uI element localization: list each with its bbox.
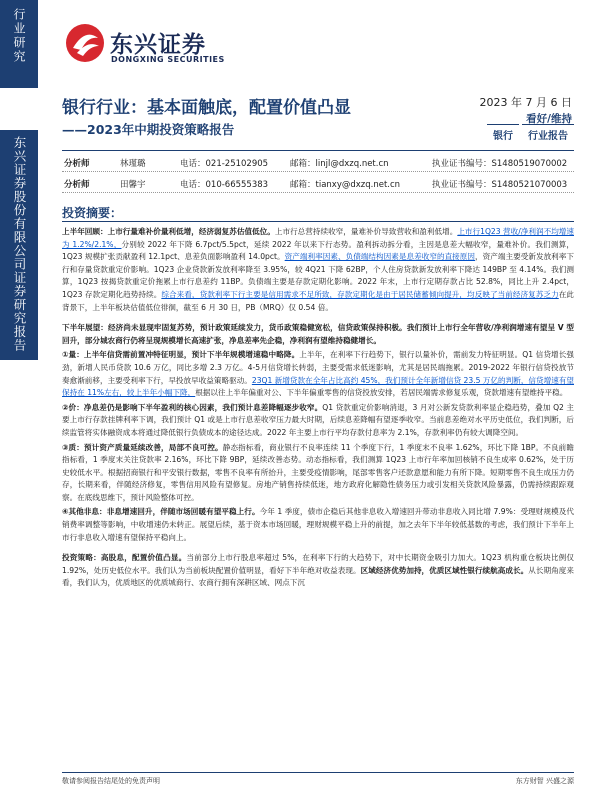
review-text-d: 在此背景下，上半年板块估值低位徘徊，截至 6 月 30 日，PB（MRQ）仅 0.54 倍。	[62, 289, 575, 312]
tag-industry: 银行	[487, 124, 519, 144]
abstract-heading: 投资摘要：	[62, 206, 123, 220]
outlook-lead: 下半年展望：经济尚未显现牢固复苏势，预计政策延续发力，货币政策稳健宽松，信贷政策保持积极。我们预计上市行全年营收/净利润增速有望呈 V 型回升，部分城农商行仍将呈现规模增长高速扩张，净息差率先企稳，净利润有望维持稳健增长。	[62, 323, 574, 345]
sidebar-company-label	[0, 130, 38, 360]
report-rating: 看好/维持	[526, 113, 572, 125]
analyst-name: 林瑾璐	[120, 159, 146, 169]
paragraph-price	[62, 402, 574, 440]
sidebar-top-text: 行业研究	[12, 8, 26, 64]
analyst-email[interactable]: 邮箱：tianxy@dxzq.net.cn	[290, 180, 401, 190]
report-date: 2023 年 7 月 6 日	[479, 96, 572, 109]
report-tags	[487, 124, 574, 144]
review-highlight-1: 上市行1Q23 营收/净利润不均增速为 1.2%/2.1%，	[62, 227, 574, 249]
logo-text-cn: 东兴证券	[110, 32, 206, 58]
abstract-body	[62, 226, 574, 598]
abstract-divider	[62, 221, 574, 222]
footer-disclaimer: 敬请参阅报告结尾处的免责声明	[62, 777, 160, 785]
logo-emblem-icon	[64, 22, 106, 64]
report-title: 银行行业：基本面触底，配置价值凸显	[62, 98, 351, 118]
analyst-row	[62, 150, 574, 172]
paragraph-volume	[62, 349, 574, 399]
price-text: Q1 贷款重定价影响消退，3 月对公新发贷款利率显企稳趋势，叠加 Q2 主要上市行存款挂牌利率下调，我们预计 Q1 或是上市行息差收窄压力最大时期，后续息差降幅有望逐季收窄。当前息差绝对水平历史低位，我们判断，后续监管将实体融资成本将通过降低银行负债成本的途径达成。2022 年主要上市行平均存款付息率为 2.1%，存款利率仍有较大调降空间。	[62, 402, 574, 437]
sidebar	[0, 0, 38, 800]
analyst-email[interactable]: 邮箱：linjl@dxzq.net.cn	[290, 159, 389, 169]
review-lead: 上半年回顾：上市行量难补价量利低增，经济弱复苏估值低位。	[62, 227, 275, 236]
analyst-label: 分析师	[64, 159, 90, 169]
analyst-cert: 执业证书编号：S1480519070002	[432, 159, 568, 169]
strategy-text-a: 当前部分上市行股息率超过 5%，在利率下行的大趋势下，对中长期资金吸引力加大。1Q23 机构重仓板块比例仅 1.92%，处历史低位水平。我们认为当前板块配置价值明显，看好下半年绝对收益表现。	[62, 553, 574, 575]
strategy-sub-lead: 区域经济优势加持，优质区域性银行续航高成长。	[360, 565, 529, 575]
analyst-row	[62, 172, 574, 193]
paragraph-outlook	[62, 322, 574, 347]
footer-divider	[62, 772, 574, 773]
review-highlight-3: 综合来看，贷款利率下行主要是信用需求不足所致，存款定期化是由于居民储蓄倾向提升，均反映了当前经济复苏乏力	[161, 289, 559, 299]
volume-highlight: 23Q1 新增贷款在全年占比高约 45%，我们预计全年新增信贷 23.5 万亿的判断，信贷增速有望保持在 11%左右，较上半年小幅下降，	[62, 375, 574, 398]
noninterest-head: ④其他非息：非息增速回升，伴随市场回暖有望平稳上行。	[62, 507, 260, 517]
analyst-table	[62, 150, 574, 193]
analyst-phone: 电话：021-25102905	[180, 159, 269, 169]
quality-head: ③质：预计资产质量延续改善，局部不良可控。	[62, 442, 223, 452]
analyst-phone: 电话：010-66555383	[180, 180, 269, 190]
report-subtitle: ——2023年中期投资策略报告	[62, 122, 235, 137]
volume-text-a: 上半年，在利率下行趋势下，银行以量补价，需前发力特征明显。Q1 信贷增长强劲，新增人民币贷款 10.6 万亿，同比多增 2.3 万亿。4-5月信贷增长转弱，主要受需求低迷影响，尤其是居民端拖累。2019-2022 年银行信贷投放节奏愈渐前移，主要受利率下行，早投放早收益策略驱动。	[62, 350, 574, 385]
quality-text: 静态指标看，商业银行不良率连续 11 个季度下行，1 季度末不良率 1.62%，环比下降 1BP。不良前瞻指标看，1 季度末关注贷款率 2.16%，环比下降 9BP，延续改善态势。动态指标看，我们测算 1Q23 上市行年率加回核销不良生成率 0.62%，处于历史较低水平。根据招商银行和平安银行数据，零售不良率有所抬升，主要受疫情影响，尾部零售客户还款意愿和能力有所下降。短期零售不良生成压力仍存，长期来看，伴随经济修复，零售信用风险有望修复。房地产销售持续低迷，地方政府化解隐性债务压力或引发相关贷款风险暴露，仍需持续跟踪观察。在底线思维下，预计风险整体可控。	[62, 442, 574, 502]
paragraph-review	[62, 226, 574, 314]
paragraph-noninterest	[62, 506, 574, 544]
volume-text-b: 根据以往上半年偏重对公、下半年偏重零售的信贷投放安排，若居民端需求修复乐观，贷款增速有望维持平稳。	[195, 388, 568, 398]
strategy-text-c: 从长期角度来看，我们认为，优质地区的优质城商行、农商行拥有深耕区域、网点下沉	[62, 565, 575, 588]
review-highlight-2: 资产端利率因素、负债端结构因素是息差收窄的直接原因	[284, 252, 476, 262]
review-text-c: ，资产端主要受新发放利率下行和存量贷款重定价影响。1Q23 企业贷款新发放利率降至 3.95%，较 4Q21 下降 62BP，个人住房贷款新发放利率下降达 149BP 至 4.14%。我们测算，1Q23 按揭贷款重定价拖累上市行息差约 11BP。负债端主要是存款定期化影响。2022 年末，上市行定期存款占比 52.8%，同比上升 2.4pct，1Q23 存款定期化趋势持续。	[62, 252, 575, 299]
logo-text-en: DONGXING SECURITIES	[111, 55, 225, 64]
tag-report-type: 行业报告	[522, 124, 574, 144]
sidebar-category-label	[0, 0, 38, 88]
footer-slogan: 东方财智 兴盛之源	[515, 777, 574, 785]
volume-head: ①量：上半年信贷需前置冲特征明显，预计下半年规模增速稳中略降。	[62, 350, 300, 360]
noninterest-text: 今年 1 季度，债市企稳后其他非息收入增速回升带动非息收入同比增 7.9%：受理财规模及代销费率调整等影响，中收增速仍未转正。展望后续，基于资本市场回暖，理财规模平稳上升的前提，加之去年下半年较低基数的考虑，我们预计下半年上市行非息收入增速有望保持平稳向上。	[62, 507, 574, 542]
analyst-label: 分析师	[64, 180, 90, 190]
analyst-name: 田馨宇	[120, 180, 146, 190]
analyst-cert: 执业证书编号：S1480521070003	[432, 180, 568, 190]
sidebar-company-text: 东兴证券股份有限公司证券研究报告	[12, 136, 27, 352]
price-head: ②价：净息差仍是影响下半年盈利的核心因素，我们预计息差降幅逐步收窄。	[62, 402, 323, 412]
review-text-a: 上市行总营持续收窄，量难补价导致营收和盈利低增。	[274, 227, 458, 236]
paragraph-quality	[62, 442, 574, 505]
review-text-b: 分别较 2022 年下降 6.7pct/5.5pct，延续 2022 年以来下行态势。盈利拆动拆分看，主因是息差大幅收窄，量难补价。我们测算，1Q23 规模扩张贡献盈利 12.1pct、息差负面影响盈利 14.0pct。	[62, 239, 574, 262]
strategy-lead: 投资策略：高股息，配置价值凸显。	[62, 553, 187, 563]
paragraph-strategy	[62, 552, 574, 590]
